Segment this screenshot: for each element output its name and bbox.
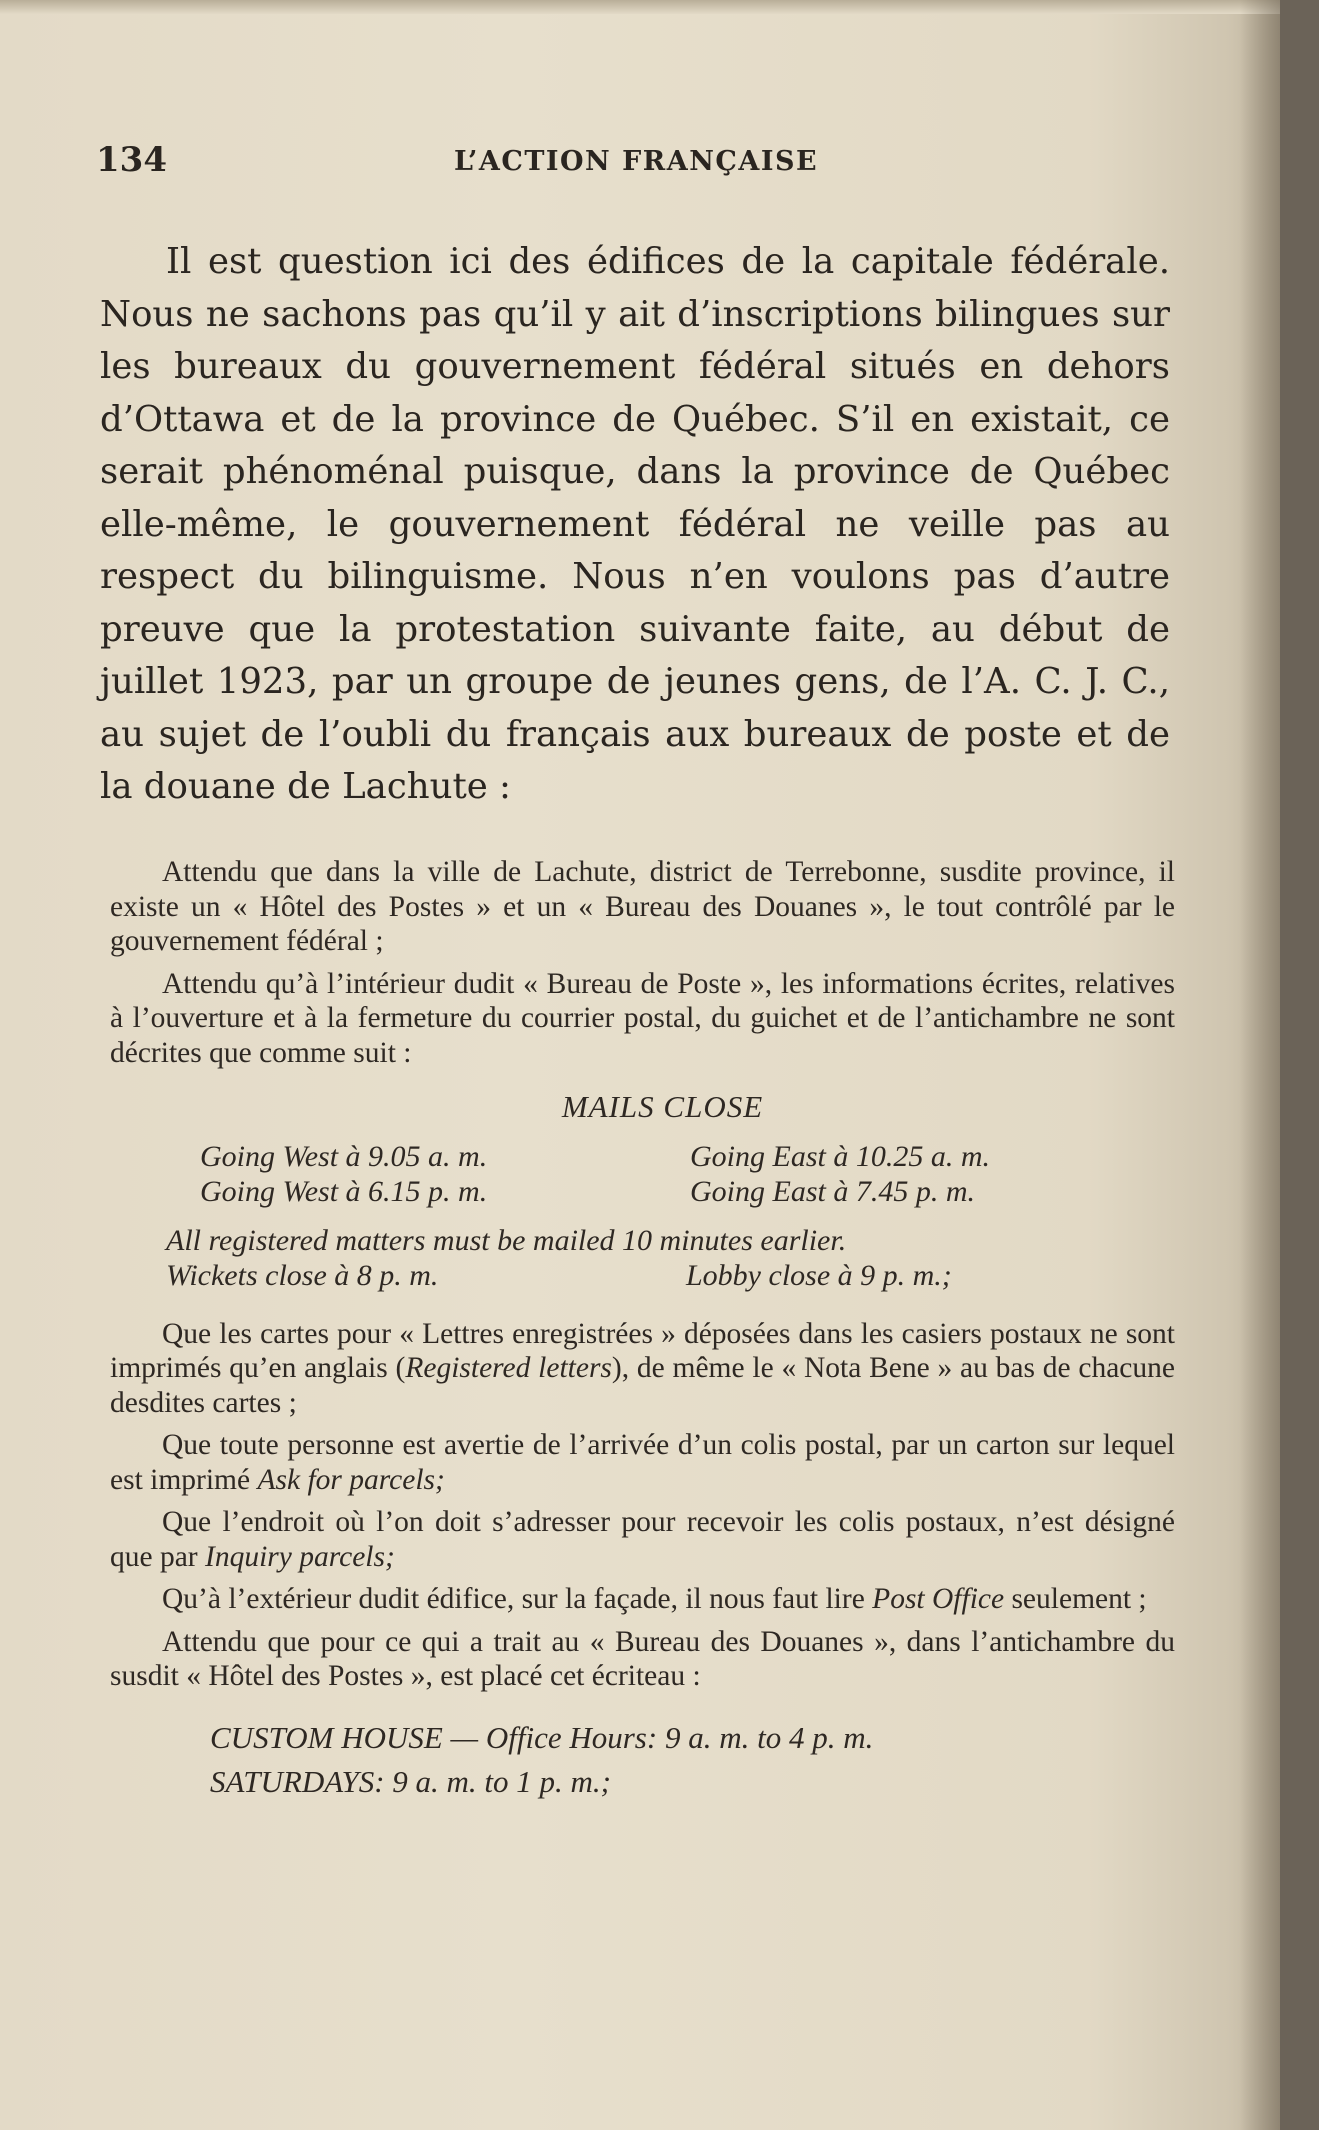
page-top-edge <box>0 0 1280 14</box>
wickets-lobby-row <box>110 1258 1175 1293</box>
quote-paragraph-2: Attendu qu’à l’intérieur dudit « Bureau de Poste », les informations écrites, relatives à l’ouverture et à la fermeture du courrier postal, du guichet et de l’antichambre ne sont décrites que comme suit : <box>110 967 1175 1069</box>
quote-paragraph-7: Attendu que pour ce qui a trait au « Bureau des Douanes », dans l’antichambre du susdit « Hôtel des Postes », est placé cet écriteau : <box>110 1625 1175 1692</box>
running-title: L’ACTION FRANÇAISE <box>453 146 819 177</box>
registered-letters-italic: Registered letters <box>405 1352 612 1384</box>
page-number: 134 <box>96 140 167 180</box>
quote-paragraph-1: Attendu que dans la ville de Lachute, district de Terrebonne, susdite province, il existe un « Hôtel des Postes » et un « Bureau des Douanes », le tout contrôlé par le gouvernement fédéral ; <box>110 856 1175 957</box>
schedule-row <box>110 1139 1175 1174</box>
ask-for-parcels-italic: Ask for parcels; <box>257 1463 445 1496</box>
schedule-row <box>110 1174 1175 1209</box>
page-header <box>96 140 1176 190</box>
quote-paragraph-4: Que toute personne est avertie de l’arrivée d’un colis postal, par un carton sur lequel est imprimé Ask for parcels; <box>110 1429 1175 1496</box>
quote-paragraph-6: Qu’à l’extérieur dudit édifice, sur la façade, il nous faut lire Post Office seulement ; <box>162 1583 1147 1615</box>
mails-close-notice <box>110 1090 1175 1293</box>
schedule-east-2: Going East à 7.45 p. m. <box>690 1174 975 1208</box>
inquiry-parcels-italic: Inquiry parcels; <box>205 1540 395 1573</box>
schedule-east-1: Going East à 10.25 a. m. <box>690 1139 990 1173</box>
schedule-west-1: Going West à 9.05 a. m. <box>200 1139 488 1173</box>
protest-quote <box>110 855 1175 1804</box>
custom-house-sign <box>110 1716 1175 1804</box>
wickets-close: Wickets close à 8 p. m. <box>166 1258 439 1292</box>
lobby-close: Lobby close à 9 p. m.; <box>686 1258 952 1292</box>
quote-paragraph-5: Que l’endroit où l’on doit s’adresser pour recevoir les colis postaux, n’est désigné que par Inquiry parcels; <box>110 1506 1175 1573</box>
custom-house-hours: CUSTOM HOUSE — Office Hours: 9 a. m. to 4 p. m. <box>210 1719 874 1755</box>
page-gutter-shadow <box>1240 0 1280 2130</box>
quote-paragraph-3: Que les cartes pour « Lettres enregistrées » déposées dans les casiers postaux ne sont imprimés qu’en anglais (Registered letters), de même le « Nota Bene » au bas de chacune desdites cartes ; <box>110 1317 1175 1419</box>
mails-close-title: MAILS CLOSE <box>561 1089 764 1124</box>
saturdays-hours: SATURDAYS: 9 a. m. to 1 p. m.; <box>210 1763 611 1799</box>
post-office-italic: Post Office <box>872 1583 1005 1615</box>
registered-notice <box>110 1223 1175 1293</box>
registered-line: All registered matters must be mailed 10 minutes earlier. <box>166 1223 847 1257</box>
intro-paragraph: Il est question ici des édifices de la capitale fédérale. Nous ne sachons pas qu’il y ait d’inscriptions bilingues sur les bureaux du gouvernement fédéral situés en dehors d’Ottawa et de la province de Québec. S’il en existait, ce serait phénoménal puisque, dans la province de Québec elle-même, le gouvernement fédéral ne veille pas au respect du bilinguisme. Nous n’en voulons pas d’autre preuve que la protestation suivante faite, au début de juillet 1923, par un groupe de jeunes gens, de l’A. C. J. C., au sujet de l’oubli du français aux bureaux de poste et de la douane de Lachute : <box>100 241 1170 807</box>
schedule-west-2: Going West à 6.15 p. m. <box>200 1174 488 1208</box>
